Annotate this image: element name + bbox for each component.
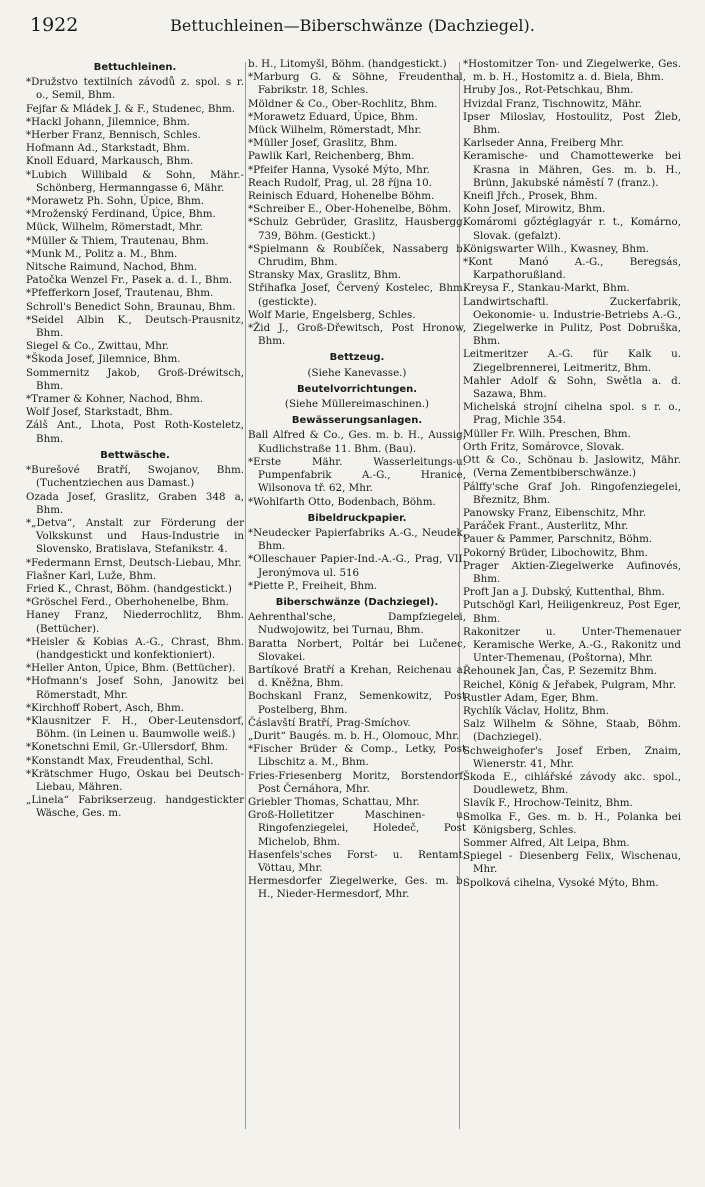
directory-entry: *Konetschni Emil, Gr.-Ullersdorf, Bhm.	[26, 741, 229, 754]
directory-entry: *Munk M., Politz a. M., Bhm.	[26, 247, 178, 260]
directory-entry: Aehrenthal'sche, Dampfziegelei, Nudwojowitz, bei Turnau, Bhm.	[248, 611, 466, 637]
directory-entry: Fejfar & Mládek J. & F., Studenec, Bhm.	[26, 102, 236, 115]
directory-entry: b. H., Litomyšl, Böhm. (handgestickt.)	[248, 58, 447, 70]
directory-entry: Komáromi gőztéglagyár r. t., Komárno, Slovak. (gefalzt).	[463, 216, 681, 242]
directory-entry: *Tramer & Kohner, Nachod, Bhm.	[26, 393, 203, 406]
directory-entry: Griebler Thomas, Schattau, Mhr.	[248, 795, 420, 808]
directory-entry: *Pfefferkorn Josef, Trautenau, Bhm.	[26, 287, 214, 300]
directory-entry: Ott & Co., Schönau b. Jaslowitz, Mähr. (Verna Zementbiberschwänze.)	[463, 454, 681, 480]
directory-entry: *Spielmann & Roubíček, Nassaberg b. Chrudim, Bhm.	[248, 242, 466, 269]
directory-entry: Rychlík Václav, Holitz, Bhm.	[463, 704, 609, 717]
page-number: 1922	[30, 14, 79, 36]
directory-entry: Haney Franz, Niederrochlitz, Bhm. (Bettücher).	[26, 609, 244, 635]
directory-entry: Stransky Max, Graslitz, Bhm.	[248, 269, 402, 282]
directory-entry: Prager Aktien-Ziegelwerke Aufinovés, Bhm.	[463, 559, 681, 585]
directory-entry: *Morawetz Eduard, Úpice, Bhm.	[248, 110, 418, 123]
directory-entry: Schroll's Benedict Sohn, Braunau, Bhm.	[26, 300, 236, 313]
directory-entry: Reichel, König & Jeřabek, Pulgram, Mhr.	[463, 678, 677, 691]
section-heading: Bibeldruckpapier.	[307, 512, 407, 524]
directory-entry: *Müller Josef, Graslitz, Bhm.	[248, 137, 398, 150]
directory-entry: Ball Alfred & Co., Ges. m. b. H., Aussig, Kudlichstraße 11. Bhm. (Bau).	[248, 429, 466, 455]
directory-entry: Pauer & Pammer, Parschnitz, Böhm.	[463, 533, 653, 546]
directory-entry: Hruby Jos., Rot-Petschkau, Bhm.	[463, 84, 634, 97]
directory-entry: *Družstvo textilních závodů z. spol. s r. o., Semil, Bhm.	[26, 76, 244, 102]
directory-entry: *Piette P., Freiheit, Bhm.	[248, 579, 378, 592]
directory-entry: Schweighofer's Josef Erben, Znaim, Wienerstr. 41, Mhr.	[463, 744, 681, 770]
directory-entry: Möldner & Co., Ober-Rochlitz, Bhm.	[248, 97, 438, 110]
cross-reference-note: (Siehe Kanevasse.)	[307, 366, 407, 379]
directory-entry: Baratta Norbert, Poltár bei Lučenec, Slovakei.	[248, 637, 466, 663]
directory-entry: *Gröschel Ferd., Oberhohenelbe, Bhm.	[26, 596, 229, 609]
directory-entry: Karlseder Anna, Freiberg Mhr.	[463, 137, 624, 150]
directory-entry: Zálš Ant., Lhota, Post Roth-Kosteletz, Bhm.	[26, 419, 244, 445]
directory-entry: *Heisler & Kobias A.-G., Chrast, Bhm. (handgestickt und konfektioniert).	[26, 635, 244, 661]
directory-entry: Ozada Josef, Graslitz, Graben 348 a, Bhm.	[26, 490, 244, 516]
directory-entry: Hofmann Ad., Starkstadt, Bhm.	[26, 142, 190, 155]
directory-entry: Spiegel - Diesenberg Felix, Wischenau, Mhr.	[463, 850, 681, 876]
directory-entry: Salz Wilhelm & Söhne, Staab, Böhm. (Dachziegel).	[463, 718, 681, 744]
directory-entry: Fries-Friesenberg Moritz, Borstendorf, Post Černáhora, Mhr.	[248, 769, 466, 795]
cross-reference-note: (Siehe Müllereimaschinen.)	[284, 398, 430, 411]
directory-entry: Reach Rudolf, Prag, ul. 28 října 10.	[248, 176, 432, 189]
section-heading: Beutelvorrichtungen.	[296, 383, 418, 395]
directory-entry: *Krätschmer Hugo, Oskau bei Deutsch-Liebau, Mähren.	[26, 767, 244, 793]
directory-entry: Knoll Eduard, Markausch, Bhm.	[26, 155, 194, 168]
directory-entry: „Linela“ Fabrikserzeug. handgestickter Wäsche, Ges. m.	[26, 794, 244, 820]
directory-entry: Landwirtschaftl. Zuckerfabrik, Oekonomie- u. Industrie-Betriebs A.-G., Ziegelwerke in Pulitz, Post Dobruška, Bhm.	[463, 295, 681, 348]
directory-entry: *Erste Mähr. Wasserleitungs-u. Pumpenfabrik A.-G., Hranice, Wilsonova tř. 62, Mhr.	[248, 455, 466, 495]
directory-entry: *Klausnitzer F. H., Ober-Leutensdorf, Böhm. (in Leinen u. Baumwolle weiß.)	[26, 714, 244, 741]
page-header	[30, 14, 675, 40]
directory-entry: *Müller & Thiem, Trautenau, Bhm.	[26, 234, 209, 247]
directory-entry: Panowsky Franz, Eibenschitz, Mhr.	[463, 506, 647, 519]
directory-entry: Proft Jan a J. Dubský, Kuttenthal, Bhm.	[463, 586, 665, 599]
directory-entry: Sommer Alfred, Alt Leipa, Bhm.	[463, 836, 630, 849]
directory-entry: Řehounek Jan, Čas, P. Sezemitz Bhm.	[463, 665, 658, 678]
directory-entry: *Neudecker Papierfabriks A.-G., Neudek, Bhm.	[248, 526, 466, 553]
directory-entry: Kreysa F., Stankau-Markt, Bhm.	[463, 282, 630, 295]
directory-entry: „Durit“ Baugés. m. b. H., Olomouc, Mhr.	[248, 729, 460, 742]
directory-entry: *Wohlfarth Otto, Bodenbach, Böhm.	[248, 495, 436, 508]
section-heading: Bewässerungsanlagen.	[291, 415, 423, 427]
column-3	[463, 58, 681, 890]
running-title: Bettuchleinen—Biberschwänze (Dachziegel).	[170, 16, 535, 35]
directory-entry: Patočka Wenzel Fr., Pasek a. d. I., Bhm.	[26, 274, 233, 287]
section-heading: Bettuchleinen.	[93, 62, 177, 73]
directory-entry: Pálffy'sche Graf Joh. Ringofenziegelei, Březnitz, Bhm.	[463, 480, 681, 506]
directory-entry: Bochskanl Franz, Semenkowitz, Post Postelberg, Bhm.	[248, 690, 466, 716]
directory-entry: Siegel & Co., Zwittau, Mhr.	[26, 340, 169, 353]
directory-entry: Mück, Wilhelm, Römerstadt, Mhr.	[26, 221, 203, 234]
directory-entry: *Mroženský Ferdinand, Úpice, Bhm.	[26, 208, 216, 221]
directory-entry: *Kont Manó A.-G., Beregsás, Karpathorußland.	[463, 256, 681, 282]
directory-entry: *„Detva“, Anstalt zur Förderung der Volkskunst und Haus-Industrie in Slovensko, Bratislava, Stefanikstr. 4.	[26, 516, 244, 556]
directory-entry: Smolka F., Ges. m. b. H., Polanka bei Königsberg, Schles.	[463, 810, 681, 836]
directory-entry: *Federmann Ernst, Deutsch-Liebau, Mhr.	[26, 556, 242, 569]
section-heading: Biberschwänze (Dachziegel).	[275, 596, 439, 608]
directory-entry: Bartíkové Bratří a Krehan, Reichenau a. d. Kněžna, Bhm.	[248, 663, 466, 690]
directory-entry: *Pfeifer Hanna, Vysoké Mýto, Mhr.	[248, 163, 430, 176]
directory-entry: Keramische- und Chamottewerke bei Krasna in Mähren, Ges. m. b. H., Brünn, Jakubské náměstí 7 (franz.).	[463, 150, 681, 189]
directory-entry: Rakonitzer u. Unter-Themenauer Keramische Werke, A.-G., Rakonitz und Unter-Themenau, (Poštorna), Mhr.	[463, 625, 681, 665]
directory-entry: Wolf Marie, Engelsberg, Schles.	[248, 308, 416, 321]
directory-entry: Reinisch Eduard, Hohenelbe Böhm.	[248, 190, 435, 203]
directory-entry: Michelská strojní cihelna spol. s r. o., Prag, Michle 354.	[463, 401, 681, 427]
directory-entry: *Marburg G. & Söhne, Freudenthal, Fabrikstr. 18, Schles.	[248, 71, 466, 97]
directory-entry: Hermesdorfer Ziegelwerke, Ges. m. b. H., Nieder-Hermesdorf, Mhr.	[248, 875, 466, 901]
directory-entry: Čáslavští Bratří, Prag-Smíchov.	[248, 716, 411, 729]
directory-entry: Mahler Adolf & Sohn, Swětla a. d. Sazawa, Bhm.	[463, 374, 681, 401]
directory-entry: Sommernitz Jakob, Groß-Dréwitsch, Bhm.	[26, 366, 244, 392]
directory-entry: *Seidel Albin K., Deutsch-Prausnitz, Bhm.	[26, 313, 244, 340]
directory-entry: *Hostomitzer Ton- und Ziegelwerke, Ges. m. b. H., Hostomitz a. d. Biela, Bhm.	[463, 58, 681, 84]
directory-entry: Rustler Adam, Eger, Bhm.	[463, 691, 599, 704]
directory-entry: *Schulz Gebrüder, Graslitz, Hausbergg. 739, Böhm. (Gestickt.)	[248, 216, 466, 242]
directory-entry: Spolková cihelna, Vysoké Mýto, Bhm.	[463, 876, 659, 889]
directory-entry: *Konstandt Max, Freudenthal, Schl.	[26, 754, 214, 767]
column-2	[248, 58, 466, 902]
directory-entry: Slavík F., Hrochow-Teinitz, Bhm.	[463, 797, 633, 810]
directory-entry: Paráček Frant., Austerlitz, Mhr.	[463, 520, 629, 533]
directory-entry: Škoda E., cihlářské závody akc. spol., Doudlewetz, Bhm.	[463, 770, 681, 797]
directory-entry: *Kirchhoff Robert, Asch, Bhm.	[26, 701, 185, 714]
directory-entry: *Herber Franz, Bennisch, Schles.	[26, 129, 201, 142]
directory-entry: *Žid J., Groß-Dřewitsch, Post Hronow, Bhm.	[248, 322, 466, 348]
directory-entry: *Olleschauer Papier-Ind.-A.-G., Prag, VII. Jeronýmova ul. 516	[248, 553, 466, 579]
directory-entry: *Škoda Josef, Jilemnice, Bhm.	[26, 353, 181, 366]
directory-entry: Pokorný Brüder, Libochowitz, Bhm.	[463, 546, 648, 559]
directory-entry: Leitmeritzer A.-G. für Kalk u. Ziegelbrennerei, Leitmeritz, Bhm.	[463, 348, 681, 374]
directory-entry: *Burešové Bratří, Swojanov, Bhm. (Tuchentziechen aus Damast.)	[26, 464, 244, 490]
directory-entry: Orth Fritz, Somárovce, Slovak.	[463, 440, 625, 453]
directory-entry: *Hackl Johann, Jilemnice, Bhm.	[26, 115, 190, 128]
directory-entry: *Schreiber E., Ober-Hohenelbe, Böhm.	[248, 203, 452, 216]
directory-entry: Pawlik Karl, Reichenberg, Bhm.	[248, 150, 415, 163]
directory-entry: *Fischer Brüder & Comp., Letky, Post Libschitz a. M., Bhm.	[248, 743, 466, 769]
directory-entry: Königswarter Wilh., Kwasney, Bhm.	[463, 242, 650, 255]
directory-entry: Groß-Holletitzer Maschinen- u. Ringofenziegelei, Holedeč, Post Michelob, Bhm.	[248, 809, 466, 848]
directory-entry: Flašner Karl, Luže, Bhm.	[26, 569, 157, 582]
column-rule-1	[245, 62, 246, 1129]
directory-entry: Wolf Josef, Starkstadt, Bhm.	[26, 406, 173, 419]
directory-entry: Hvizdal Franz, Tischnowitz, Mähr.	[463, 97, 642, 110]
directory-entry: Střihafka Josef, Červený Kostelec, Bhm. (gestickte).	[248, 282, 466, 308]
directory-entry: Hasenfels'sches Forst- u. Rentamt, Vöttau, Mhr.	[248, 848, 466, 874]
directory-entry: Fried K., Chrast, Böhm. (handgestickt.)	[26, 582, 232, 595]
directory-entry: Nitsche Raimund, Nachod, Bhm.	[26, 261, 198, 274]
directory-entry: *Morawetz Ph. Sohn, Úpice, Bhm.	[26, 195, 205, 208]
section-heading: Bettzeug.	[329, 352, 385, 364]
directory-entry: Kohn Josef, Mirowitz, Bhm.	[463, 203, 606, 216]
directory-entry: Müller Fr. Wilh. Preschen, Bhm.	[463, 427, 631, 440]
column-1	[26, 58, 244, 821]
directory-entry: *Hofmann's Josef Sohn, Janowitz bei Römerstadt, Mhr.	[26, 675, 244, 701]
directory-entry: Kneifl Jřch., Prosek, Bhm.	[463, 190, 598, 203]
directory-entry: Mück Wilhelm, Römerstadt, Mhr.	[248, 124, 422, 137]
directory-entry: *Lubich Willibald & Sohn, Mähr.-Schönberg, Hermanngasse 6, Mähr.	[26, 168, 244, 194]
directory-entry: Putschögl Karl, Heiligenkreuz, Post Eger, Bhm.	[463, 599, 681, 625]
section-heading: Bettwäsche.	[100, 449, 170, 461]
directory-entry: Ipser Miloslav, Hostoulitz, Post Žleb, Bhm.	[463, 110, 681, 137]
directory-entry: *Heller Anton, Úpice, Bhm. (Bettücher).	[26, 662, 236, 675]
